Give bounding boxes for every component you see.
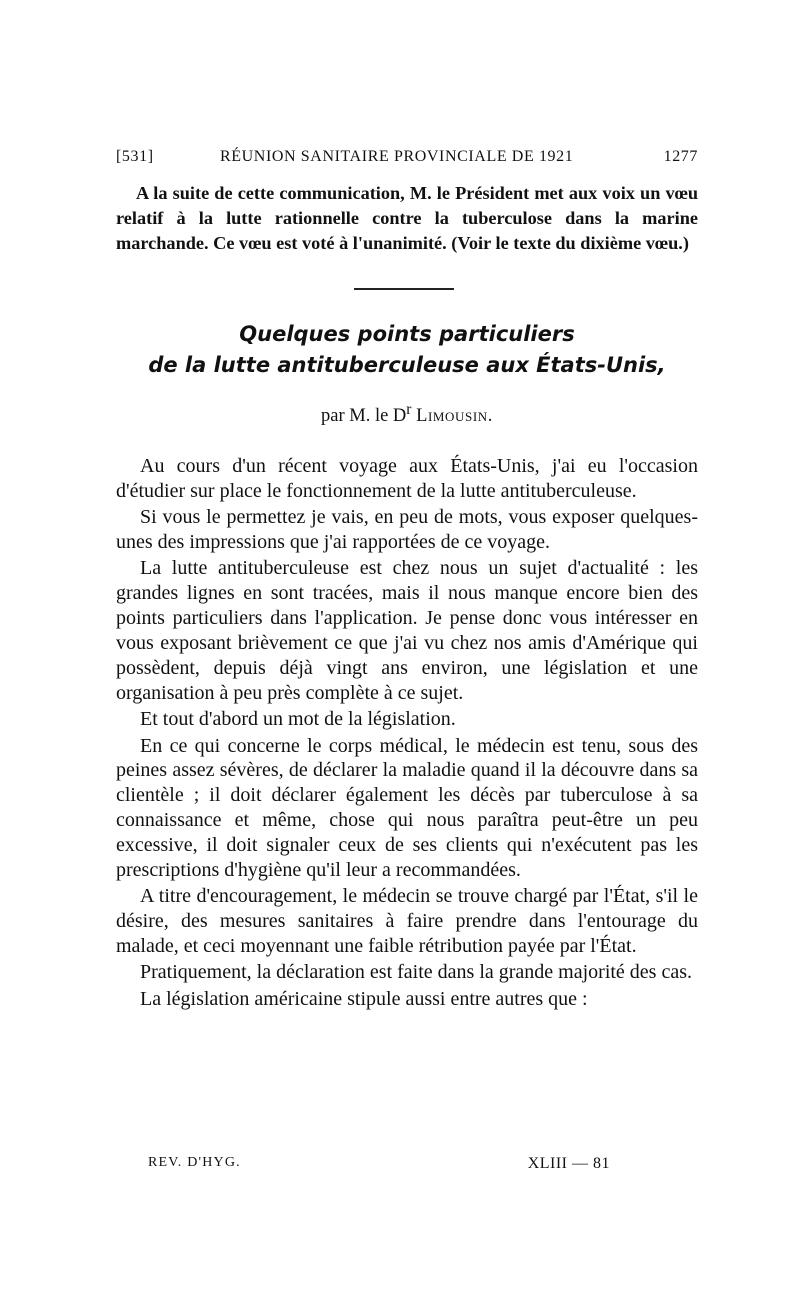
footer-volume: XLIII — 81 xyxy=(527,1155,610,1172)
paragraph: La lutte antituberculeuse est chez nous un sujet d'actualité : les grandes lignes en sont tracées, mais il nous manque encore bien des points particuliers dans l'application. Je pense donc vous intéresser en vous exposant brièvement ce que j'ai vu chez nos amis d'Amérique qui possèdent, depuis déjà vingt ans environ, une législation et une organisation à peu près complète à ce sujet. xyxy=(116,557,698,704)
article-title-line-2: de la lutte antituberculeuse aux États-Unis, xyxy=(148,353,666,377)
footer-journal: REV. D'HYG. xyxy=(148,1155,241,1170)
author-name: Limousin. xyxy=(416,406,493,427)
article-body xyxy=(116,454,698,1012)
paragraph: En ce qui concerne le corps médical, le médecin est tenu, sous des peines assez sévères, de déclarer la maladie quand il la découvre dans sa clientèle ; il doit déclarer également les décès par tuberculose à sa connaissance et même, chose qui nous paraîtra peut-être un peu excessive, il doit signaler ceux de ses clients qui n'exécutent pas les prescriptions d'hygiène qu'il leur a recommandées. xyxy=(116,734,698,882)
paragraph: Et tout d'abord un mot de la législation. xyxy=(140,708,456,731)
header-title: RÉUNION SANITAIRE PROVINCIALE DE 1921 xyxy=(220,148,574,165)
running-header xyxy=(116,148,698,170)
intro-note: A la suite de cette communication, M. le Président met aux voix un vœu relatif à la lutte rationnelle contre la tuberculose dans la marine marchande. Ce vœu est voté à l'unanimité. (Voir le texte du dixième vœu.) xyxy=(116,183,698,253)
paragraph: A titre d'encouragement, le médecin se trouve chargé par l'État, s'il le désire, des mesures sanitaires à faire prendre dans l'entourage du malade, et ceci moyennant une faible rétribution payée par l'État. xyxy=(116,885,698,958)
paragraph: La législation américaine stipule aussi entre autres que : xyxy=(140,987,588,1010)
header-page-number: 1277 xyxy=(663,148,698,165)
byline-superscript: r xyxy=(406,401,412,418)
section-divider xyxy=(354,288,454,290)
byline-prefix: par M. le D xyxy=(321,406,407,427)
paragraph: Pratiquement, la déclaration est faite dans la grande majorité des cas. xyxy=(140,961,693,984)
article-byline xyxy=(116,401,698,427)
page-footer xyxy=(148,1155,610,1175)
paragraph: Au cours d'un récent voyage aux États-Unis, j'ai eu l'occasion d'étudier sur place le fonctionnement de la lutte antituberculeuse. xyxy=(116,455,698,502)
header-reference: [531] xyxy=(116,148,154,165)
article-title-line-1: Quelques points particuliers xyxy=(239,322,575,346)
paragraph: Si vous le permettez je vais, en peu de mots, vous exposer quelques-unes des impressions que j'ai rapportées de ce voyage. xyxy=(116,506,698,554)
